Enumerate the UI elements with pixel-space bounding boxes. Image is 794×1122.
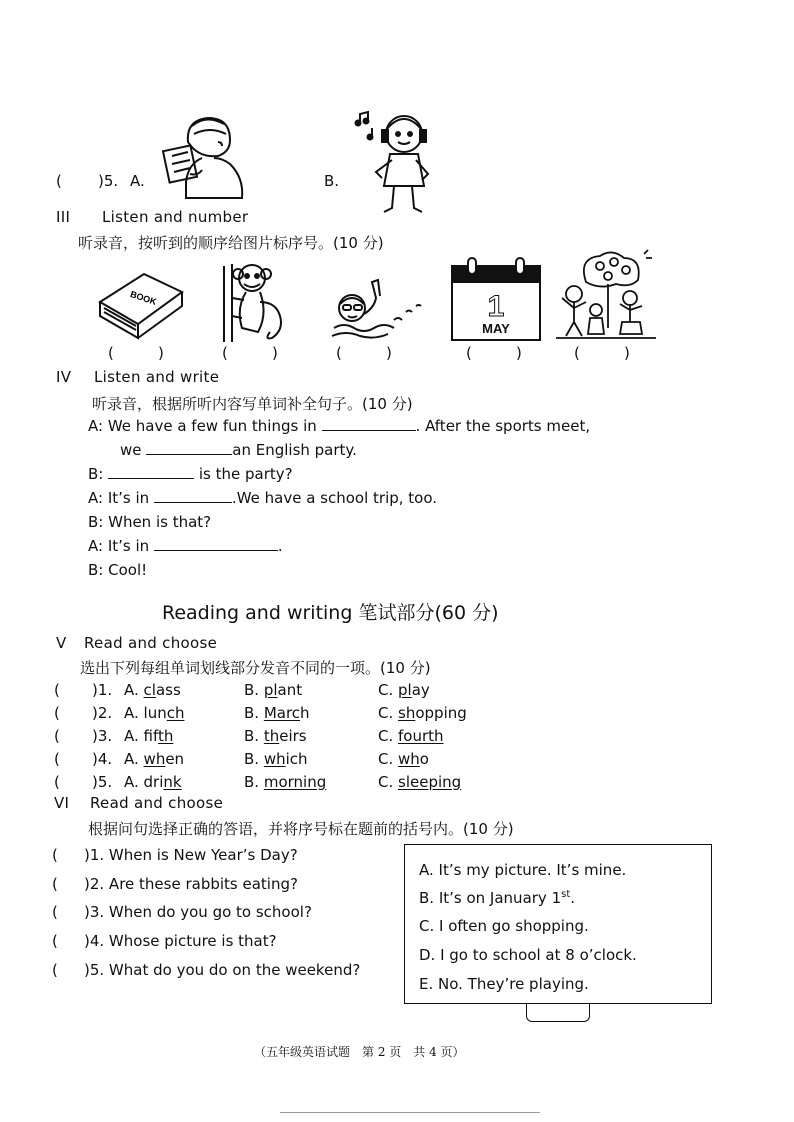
girl-headphones-picture <box>352 108 442 218</box>
answer-option: A. It’s my picture. It’s mine. <box>419 861 627 879</box>
section4-instruction: 听录音，根据所听内容写单词补全句子。(10 分) <box>92 395 413 413</box>
answer-option: B. It’s on January 1st. <box>419 889 576 907</box>
answer-paren[interactable]: ( <box>54 704 60 722</box>
answer-paren[interactable]: ( <box>52 903 58 921</box>
calendar-day: 1 <box>487 290 505 323</box>
section3-paren-4-open: ( <box>466 344 472 362</box>
section3-paren-4-close: ) <box>516 344 522 362</box>
section4-line-6: A: It’s in . <box>88 537 283 555</box>
q5-number: )5. <box>98 172 119 190</box>
calendar-month: MAY <box>482 321 510 336</box>
blank-2[interactable] <box>146 441 232 455</box>
question-number: )2. <box>92 704 113 722</box>
section6-title: Read and choose <box>90 794 224 812</box>
section3-paren-1-open: ( <box>108 344 114 362</box>
blank-3[interactable] <box>108 465 194 479</box>
question-number: )4. <box>92 750 113 768</box>
answer-box <box>404 844 712 1004</box>
section3-roman: III <box>56 208 71 226</box>
answer-paren[interactable]: ( <box>54 750 60 768</box>
option-b: B. plant <box>244 681 303 699</box>
q5-paren: ( <box>56 172 62 190</box>
section4-line-7: B: Cool! <box>88 561 148 579</box>
question-item: )1. When is New Year’s Day? <box>84 846 298 864</box>
question-item: )3. When do you go to school? <box>84 903 312 921</box>
option-c: C. fourth <box>378 727 444 745</box>
section4-line-3: B: is the party? <box>88 465 293 483</box>
answer-option: E. No. They’re playing. <box>419 975 589 993</box>
option-b: B. which <box>244 750 308 768</box>
option-b: B. theirs <box>244 727 307 745</box>
option-a: A. class <box>124 681 181 699</box>
section5-title: Read and choose <box>84 634 218 652</box>
question-number: )5. <box>92 773 113 791</box>
section3-instruction: 听录音，按听到的顺序给图片标序号。(10 分) <box>78 234 384 252</box>
book-picture <box>94 268 186 342</box>
section3-title: Listen and number <box>102 208 249 226</box>
section3-paren-3-open: ( <box>336 344 342 362</box>
section3-paren-2-open: ( <box>222 344 228 362</box>
monkey-picture <box>212 258 294 342</box>
question-item: )5. What do you do on the weekend? <box>84 961 361 979</box>
section4-line-1: A: We have a few fun things in . After the sports meet, <box>88 417 591 435</box>
answer-paren[interactable]: ( <box>52 846 58 864</box>
blank-5[interactable] <box>154 537 278 551</box>
calendar-picture <box>450 256 542 342</box>
answer-option: D. I go to school at 8 o’clock. <box>419 946 637 964</box>
answer-option: C. I often go shopping. <box>419 917 589 935</box>
section5-instruction: 选出下列每组单词划线部分发音不同的一项。(10 分) <box>80 659 431 677</box>
option-b: B. March <box>244 704 310 722</box>
section4-roman: IV <box>56 368 72 386</box>
section3-paren-5-open: ( <box>574 344 580 362</box>
section5-roman: V <box>56 634 67 652</box>
option-c: C. who <box>378 750 429 768</box>
q5-option-b: B. <box>324 172 340 190</box>
option-a: A. lunch <box>124 704 185 722</box>
answer-paren[interactable]: ( <box>52 932 58 950</box>
swimmer-picture <box>330 278 430 342</box>
question-number: )1. <box>92 681 113 699</box>
writing-part-title: Reading and writing 笔试部分(60 分) <box>162 602 499 624</box>
answer-paren[interactable]: ( <box>54 681 60 699</box>
q5-option-a: A. <box>130 172 145 190</box>
option-a: A. fifth <box>124 727 174 745</box>
section3-paren-1-close: ) <box>158 344 164 362</box>
option-c: C. play <box>378 681 430 699</box>
boy-reading-picture <box>158 112 248 202</box>
answer-paren[interactable]: ( <box>54 727 60 745</box>
option-c: C. sleeping <box>378 773 462 791</box>
question-item: )4. Whose picture is that? <box>84 932 277 950</box>
page-footer: （五年级英语试题 第 2 页 共 4 页） <box>254 1045 465 1059</box>
option-c: C. shopping <box>378 704 467 722</box>
section4-line-2: we an English party. <box>120 441 357 459</box>
answer-paren[interactable]: ( <box>52 961 58 979</box>
section4-title: Listen and write <box>94 368 220 386</box>
section6-roman: VI <box>54 794 70 812</box>
answer-box-handle <box>526 1004 590 1022</box>
section6-instruction: 根据问句选择正确的答语，并将序号标在题前的括号内。(10 分) <box>88 820 514 838</box>
blank-4[interactable] <box>154 489 232 503</box>
option-b: B. morning <box>244 773 327 791</box>
section3-paren-3-close: ) <box>386 344 392 362</box>
section4-line-5: B: When is that? <box>88 513 212 531</box>
section4-line-4: A: It’s in .We have a school trip, too. <box>88 489 438 507</box>
page-bottom-rule <box>280 1112 540 1113</box>
book-label: BOOK <box>128 289 158 307</box>
answer-paren[interactable]: ( <box>54 773 60 791</box>
section3-paren-5-close: ) <box>624 344 630 362</box>
option-a: A. drink <box>124 773 182 791</box>
blank-1[interactable] <box>322 417 416 431</box>
answer-paren[interactable]: ( <box>52 875 58 893</box>
kids-park-picture <box>556 248 656 340</box>
question-item: )2. Are these rabbits eating? <box>84 875 298 893</box>
option-a: A. when <box>124 750 185 768</box>
question-number: )3. <box>92 727 113 745</box>
section3-paren-2-close: ) <box>272 344 278 362</box>
